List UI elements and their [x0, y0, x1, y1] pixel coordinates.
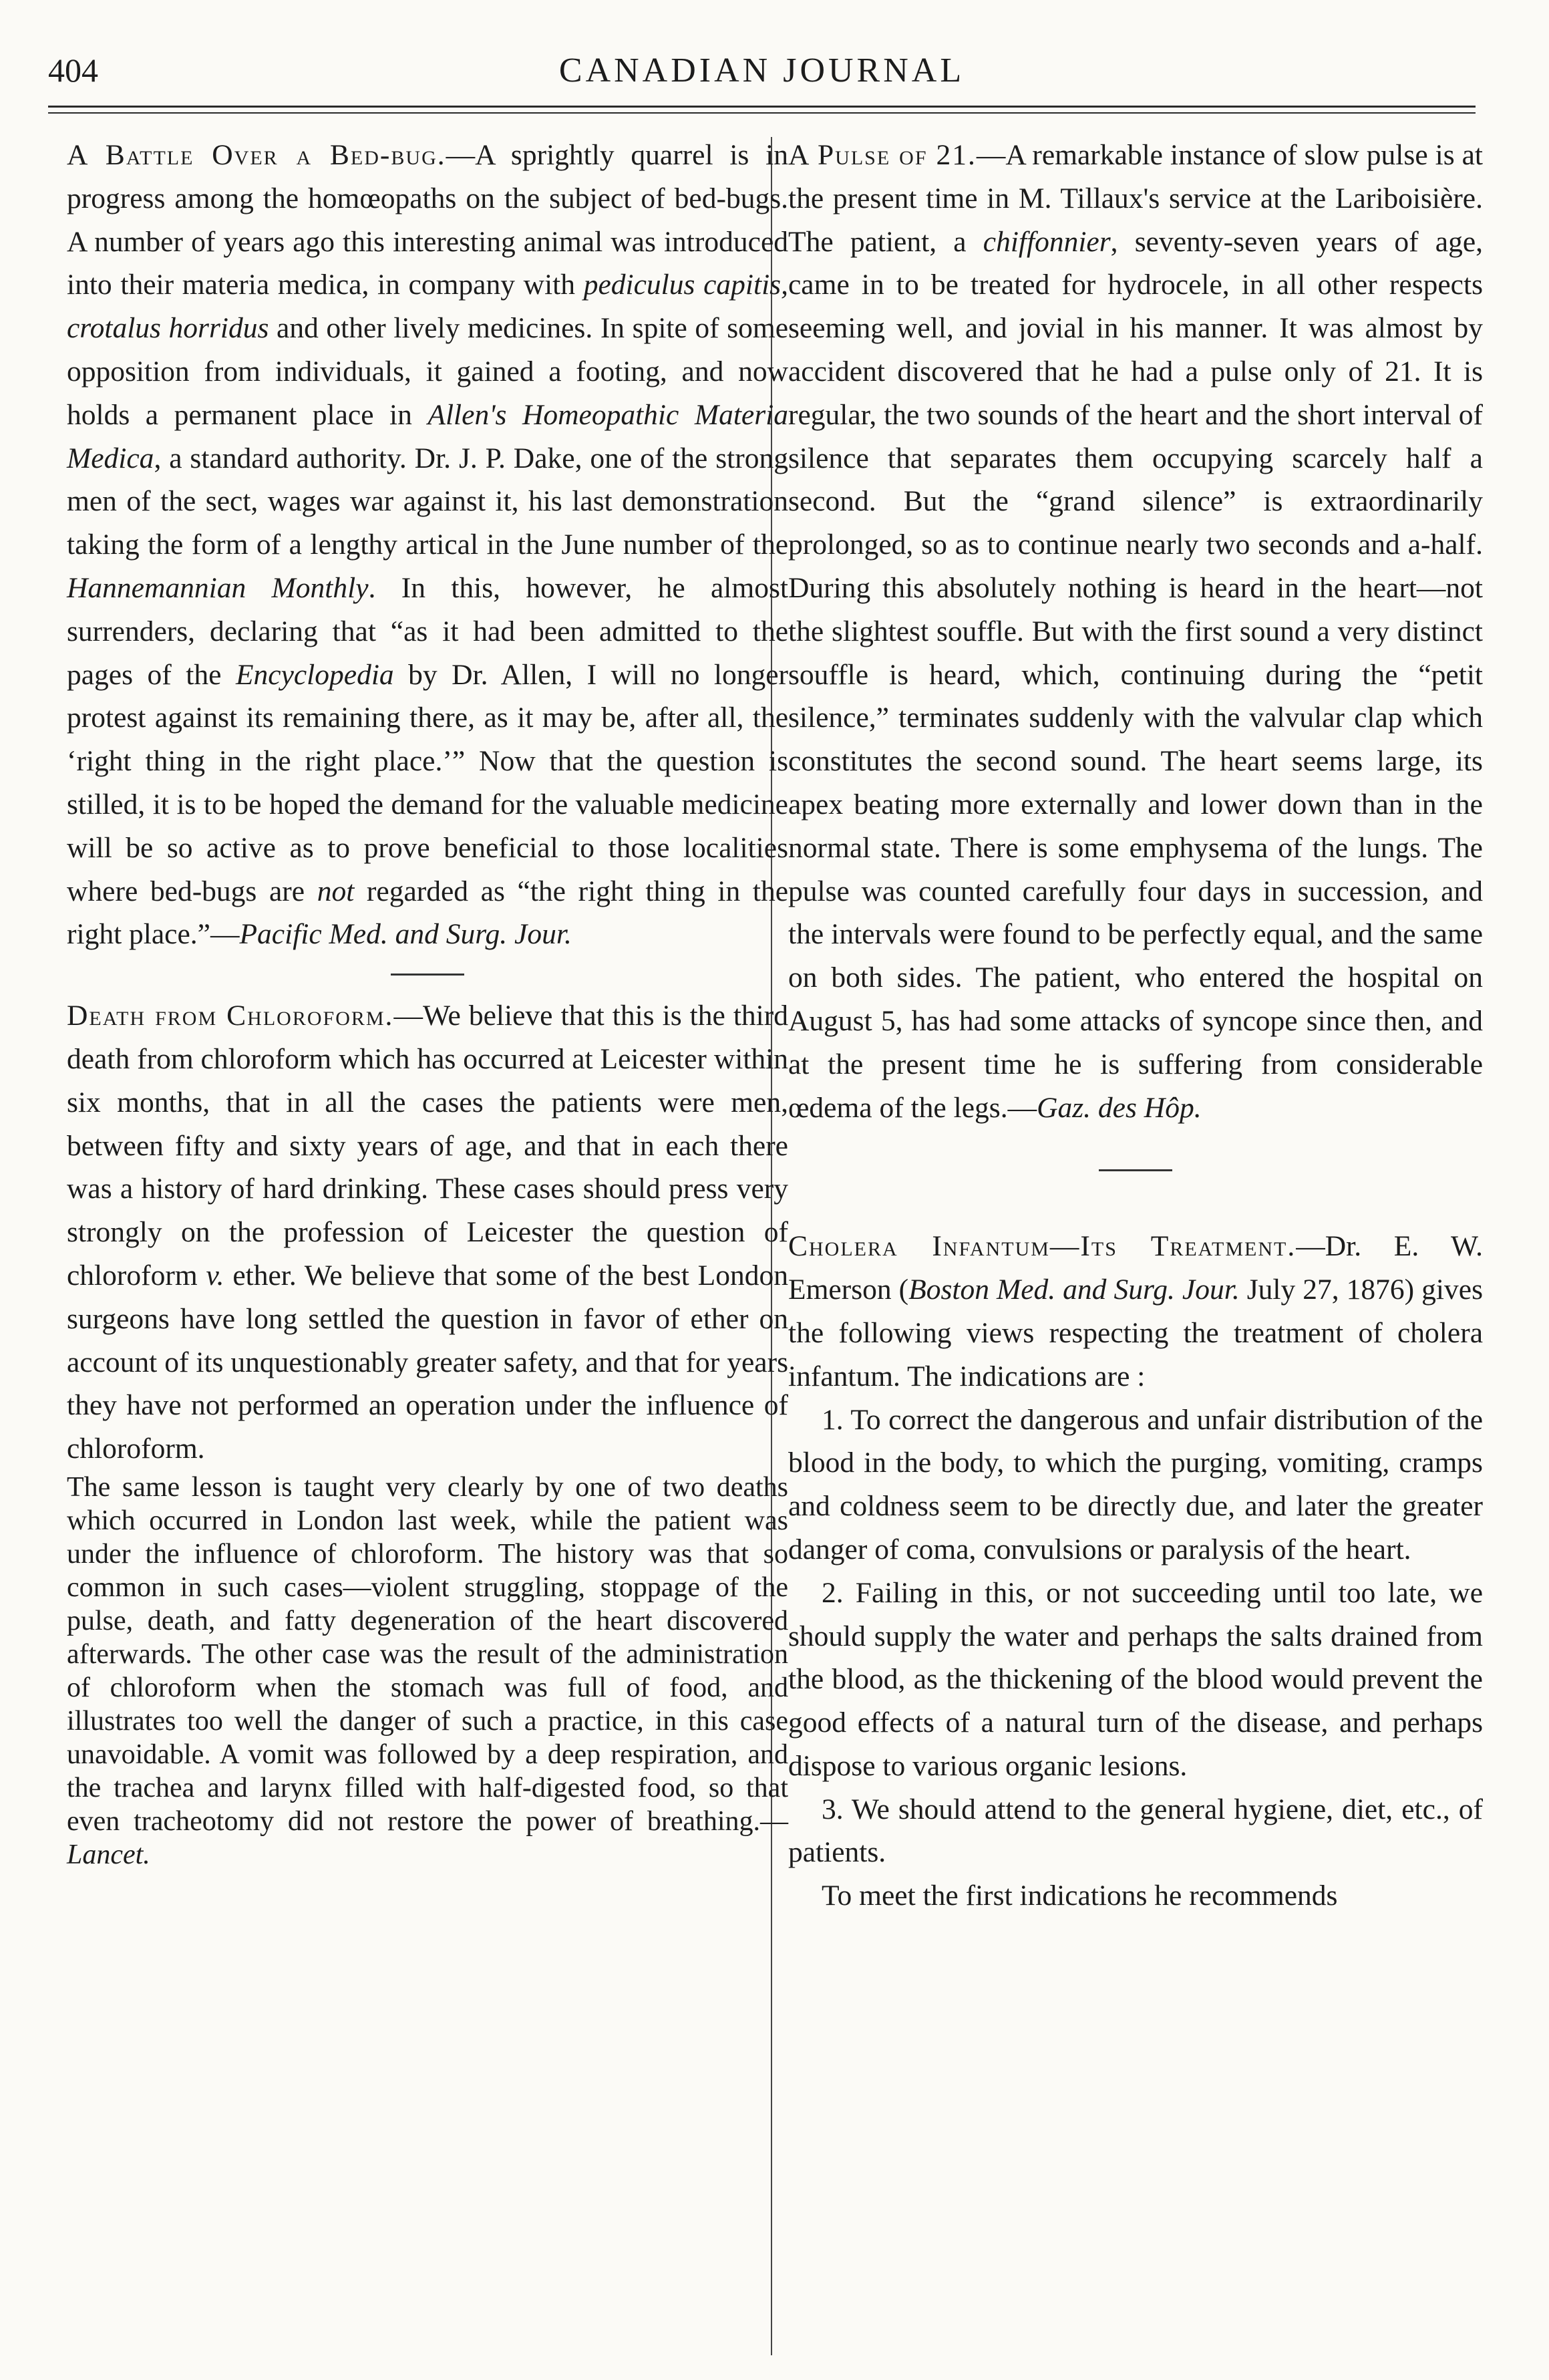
header-rule-thin [48, 112, 1476, 114]
article-body: Death from Chloroform.—We believe that this is the third death from chloroform which has occurred at Leicester within six months, that in all the cases the patients were men, between fifty and sixty years of age, and that in each there was a history of hard drinking. These cases should press very strongly on the profession of Leicester the question of chloroform v. ether. We believe that some of the best London surgeons have long settled the question in favor of ether on account of its unquestionably greater safety, and that for years they have not performed an operation under the influence of chloroform. [67, 1000, 789, 1465]
article-chloroform [67, 994, 788, 1872]
article-title: Death from Chloroform. [67, 1000, 394, 1032]
article-pulse [788, 134, 1483, 1129]
page-header [48, 41, 1476, 95]
right-column [788, 134, 1483, 1918]
left-column [67, 134, 788, 1872]
section-separator [391, 974, 464, 976]
closing-text: To meet the first indications he recommends [822, 1880, 1338, 1912]
article-source: Gaz. des Hôp. [1037, 1091, 1202, 1124]
header-rule [48, 106, 1476, 108]
article-body-small: The same lesson is taught very clearly by one of two deaths which occurred in London last week, while the patient was under the influence of chloroform. The history was that so common in such cases—violent struggling, stoppage of the pulse, death, and fatty degeneration of the heart discovered afterwards. The other case was the result of the administration of chloroform when the stomach was full of food, and illustrates too well the danger of such a practice, in this case unavoidable. A vomit was followed by a deep respiration, and the trachea and larynx filled with half-digested food, so that even tracheotomy did not restore the power of breathing.—Lancet. [67, 1471, 788, 1870]
article-cholera [788, 1225, 1483, 1918]
list-item: 3. We should attend to the general hygiene, diet, etc., of patients. [788, 1793, 1483, 1869]
article-title: A Battle Over a Bed-bug. [67, 139, 446, 171]
article-title: A Pulse of 21. [788, 139, 977, 171]
section-separator [1099, 1169, 1172, 1171]
journal-title: CANADIAN JOURNAL [558, 51, 965, 90]
list-item: 2. Failing in this, or not succeeding until too late, we should supply the water and perhaps the salts drained from the blood, as the thickening of the blood would prevent the good effects of a natural turn of the disease, and perhaps dispose to various organic lesions. [788, 1576, 1483, 1782]
page-number: 404 [48, 51, 98, 89]
article-body: A Pulse of 21.—A remarkable instance of slow pulse is at the present time in M. Tillaux's service at the Lariboisière. The patient, a chiffonnier, seventy-seven years of age, came in to be treated for hydrocele, in all other respects seeming well, and jovial in his manner. It was almost by accident discovered that he had a pulse only of 21. It is regular, the two sounds of the heart and the short interval of silence that separates them occupying scarcely half a second. But the “grand silence” is extraordinarily prolonged, so as to continue nearly two seconds and a-half. During this absolutely nothing is heard in the heart—not the slightest souffle. But with the first sound a very distinct souffle is heard, which, continuing during the “petit silence,” terminates suddenly with the valvular clap which constitutes the second sound. The heart seems large, its apex beating more externally and lower down than in the normal state. There is some emphysema of the lungs. The pulse was counted carefully four days in succession, and the intervals were found to be perfectly equal, and the same on both sides. The patient, who entered the hospital on August 5, has had some attacks of syncope since then, and at the present time he is suffering from considerable œdema of the legs.—Gaz. des Hôp. [788, 139, 1483, 1124]
article-title: Cholera Infantum—Its Treatment. [788, 1230, 1297, 1263]
list-item: 1. To correct the dangerous and unfair distribution of the blood in the body, to which the purging, vomiting, cramps and coldness seem to be directly due, and later the greater danger of coma, convulsions or paralysis of the heart. [788, 1403, 1483, 1566]
article-body: A Battle Over a Bed-bug.—A sprightly quarrel is in progress among the homœopaths on the subject of bed-bugs. A number of years ago this interesting animal was introduced into their materia medica, in company with pediculus capitis, crotalus horridus and other lively medicines. In spite of some opposition from individuals, it gained a footing, and now holds a permanent place in Allen's Homeopathic Materia Medica, a standard authority. Dr. J. P. Dake, one of the strong men of the sect, wages war against it, his last demonstration taking the form of a lengthy artical in the June number of the Hannemannian Monthly. In this, however, he almost surrenders, declaring that “as it had been admitted to the pages of the Encyclopedia by Dr. Allen, I will no longer protest against its remaining there, as it may be, after all, the ‘right thing in the right place.’” Now that the question is stilled, it is to be hoped the demand for the valuable medicine will be so active as to prove beneficial to those localities where bed-bugs are not regarded as “the right thing in the right place.”—Pacific Med. and Surg. Jour. [67, 139, 789, 951]
article-body: Cholera Infantum—Its Treatment.—Dr. E. W. Emerson (Boston Med. and Surg. Jour. July 27, 1876) gives the following views respecting the treatment of cholera infantum. The indications are : [788, 1230, 1483, 1392]
article-bed-bug [67, 134, 788, 956]
article-source: Pacific Med. and Surg. Jour. [239, 918, 572, 951]
article-source: Lancet. [67, 1839, 150, 1870]
